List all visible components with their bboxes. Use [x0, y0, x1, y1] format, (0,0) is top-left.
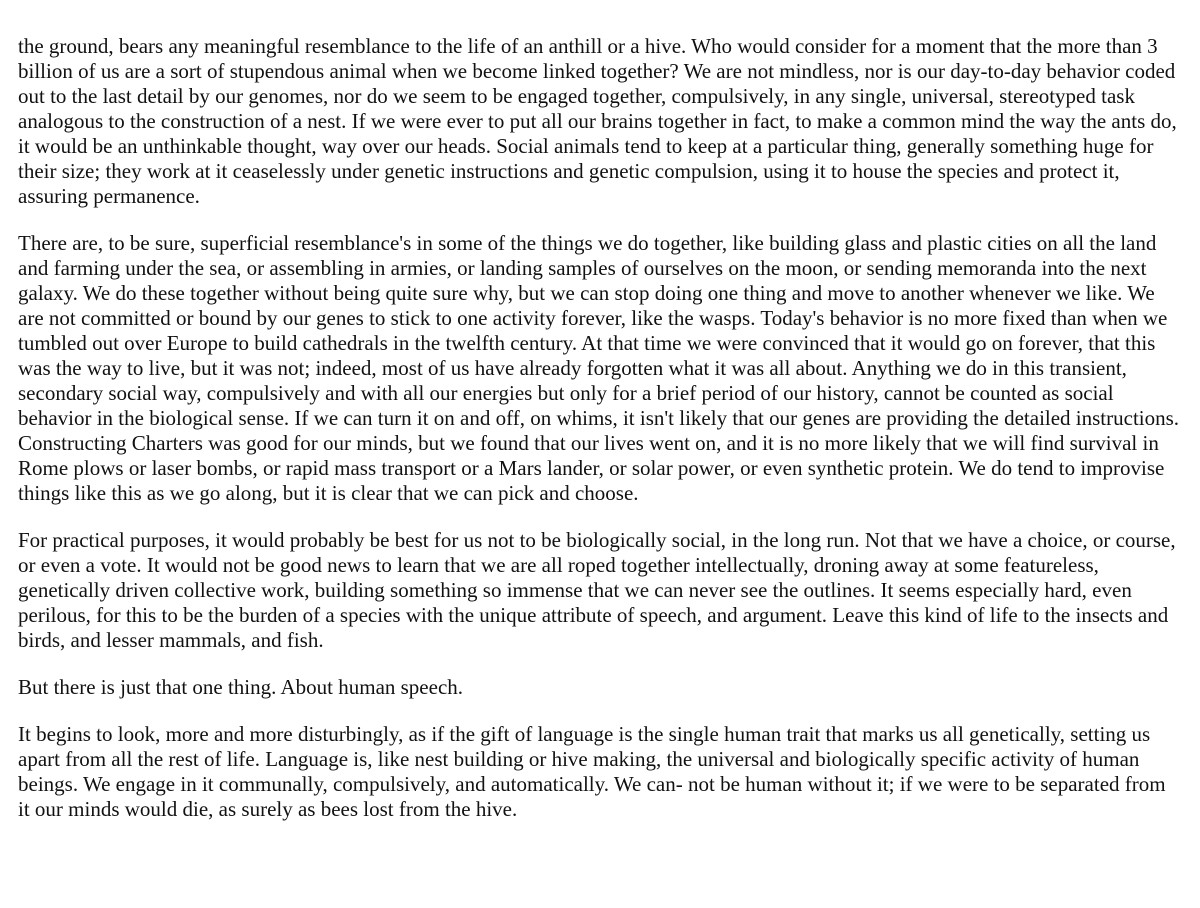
paragraph-2: There are, to be sure, superficial resemblance's in some of the things we do together, like building glass and plastic cities on all the land and farming under the sea, or assembling in armies, or landing samples of ourselves on the moon, or sending memoranda into the next galaxy. We do these together without being quite sure why, but we can stop doing one thing and move to another whenever we like. We are not committed or bound by our genes to stick to one activity forever, like the wasps. Today's behavior is no more fixed than when we tumbled out over Europe to build cathedrals in the twelfth century. At that time we were convinced that it would go on forever, that this was the way to live, but it was not; indeed, most of us have already forgotten what it was all about. Anything we do in this transient, secondary social way, compulsively and with all our energies but only for a brief period of our history, cannot be counted as social behavior in the biological sense. If we can turn it on and off, on whims, it isn't likely that our genes are providing the detailed instructions. Constructing Charters was good for our minds, but we found that our lives went on, and it is no more likely that we will find survival in Rome plows or laser bombs, or rapid mass transport or a Mars lander, or solar power, or even synthetic protein. We do tend to improvise things like this as we go along, but it is clear that we can pick and choose.	[18, 231, 1180, 505]
paragraph-3: For practical purposes, it would probably be best for us not to be biologically social, in the long run. Not that we have a choice, or course, or even a vote. It would not be good news to learn that we are all roped together intellectually, droning away at some featureless, genetically driven collective work, building something so immense that we can never see the outlines. It seems especially hard, even perilous, for this to be the burden of a species with the unique attribute of speech, and argument. Leave this kind of life to the insects and birds, and lesser mammals, and fish.	[18, 528, 1176, 652]
paragraph-1: the ground, bears any meaningful resemblance to the life of an anthill or a hive. Who would consider for a moment that the more than 3 billion of us are a sort of stupendous animal when we become linked together? We are not mindless, nor is our day-to-day behavior coded out to the last detail by our genomes, nor do we seem to be engaged together, compulsively, in any single, universal, stereotyped task analogous to the construction of a nest. If we were ever to put all our brains together in fact, to make a common mind the way the ants do, it would be an unthinkable thought, way over our heads. Social animals tend to keep at a particular thing, generally something huge for their size; they work at it ceaselessly under genetic instructions and genetic compulsion, using it to house the species and protect it, assuring permanence.	[18, 34, 1177, 208]
paragraph-4: But there is just that one thing. About human speech.	[18, 675, 464, 699]
paragraph-5: It begins to look, more and more disturbingly, as if the gift of language is the single human trait that marks us all genetically, setting us apart from all the rest of life. Language is, like nest building or hive making, the universal and biologically specific activity of human beings. We engage in it communally, compulsively, and automatically. We can- not be human without it; if we were to be separated from it our minds would die, as surely as bees lost from the hive.	[18, 722, 1166, 821]
